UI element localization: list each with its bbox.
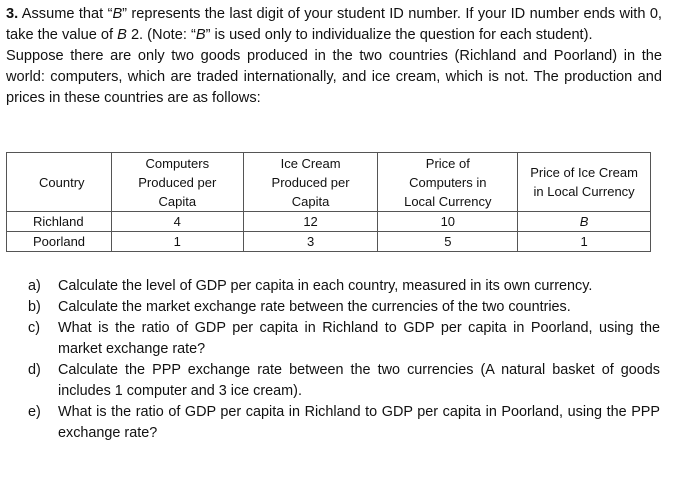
table-cell: B — [518, 212, 651, 232]
header-ice-cream-produced: Ice Cream Produced per Capita — [243, 153, 378, 212]
question-context: Suppose there are only two goods produced in the two countries (Richland and Poorland) in the world: computers, which are traded internationally, and ice cream, which is not. The production and prices in these countries are as follows: — [6, 48, 662, 106]
production-price-table — [6, 152, 651, 252]
table-cell: 4 — [111, 212, 243, 232]
list-item — [28, 318, 660, 360]
list-item — [28, 297, 660, 318]
b-symbol: B — [112, 6, 123, 22]
question-intro — [6, 4, 662, 46]
table-cell: 1 — [518, 232, 651, 252]
table-cell: 5 — [378, 232, 518, 252]
table-cell: 12 — [243, 212, 378, 232]
item-marker: d) — [28, 362, 41, 378]
list-item — [28, 360, 660, 402]
intro-text-2: ” represents the last digit of your student ID number. If your ID number ends with 0, take the value of — [6, 6, 662, 43]
intro-text-4: ” is used only to individualize the question for each student). — [205, 27, 593, 43]
table-header-row — [7, 153, 651, 212]
table-cell: 1 — [111, 232, 243, 252]
list-item — [28, 402, 660, 444]
item-marker: b) — [28, 299, 41, 315]
item-marker: a) — [28, 278, 41, 294]
header-computers-produced: Computers Produced per Capita — [111, 153, 243, 212]
table-cell: 10 — [378, 212, 518, 232]
item-text: What is the ratio of GDP per capita in Richland to GDP per capita in Poorland, using the PPP exchange rate? — [58, 404, 660, 441]
header-computer-price: Price of Computers in Local Currency — [378, 153, 518, 212]
header-country: Country — [7, 153, 112, 212]
item-text: Calculate the PPP exchange rate between the two currencies (A natural basket of goods includes 1 computer and 3 ice cream). — [58, 362, 660, 399]
item-text: What is the ratio of GDP per capita in Richland to GDP per capita in Poorland, using the market exchange rate? — [58, 320, 660, 357]
question-list — [28, 276, 660, 444]
question-number: 3. — [6, 6, 19, 22]
table-cell: Poorland — [7, 232, 112, 252]
b-symbol: B — [117, 27, 127, 43]
intro-text-1: Assume that “ — [18, 6, 113, 22]
table-row — [7, 212, 651, 232]
item-marker: e) — [28, 404, 41, 420]
item-text: Calculate the level of GDP per capita in each country, measured in its own currency. — [58, 278, 593, 294]
table-cell: 3 — [243, 232, 378, 252]
list-item — [28, 276, 660, 297]
table-cell: Richland — [7, 212, 112, 232]
question-document — [6, 4, 662, 109]
item-marker: c) — [28, 320, 40, 336]
b-symbol: B — [195, 27, 206, 43]
header-ice-cream-price: Price of Ice Cream in Local Currency — [518, 153, 651, 212]
item-text: Calculate the market exchange rate between the currencies of the two countries. — [58, 299, 571, 315]
intro-text-3: 2. (Note: “ — [126, 27, 196, 43]
table-row — [7, 232, 651, 252]
